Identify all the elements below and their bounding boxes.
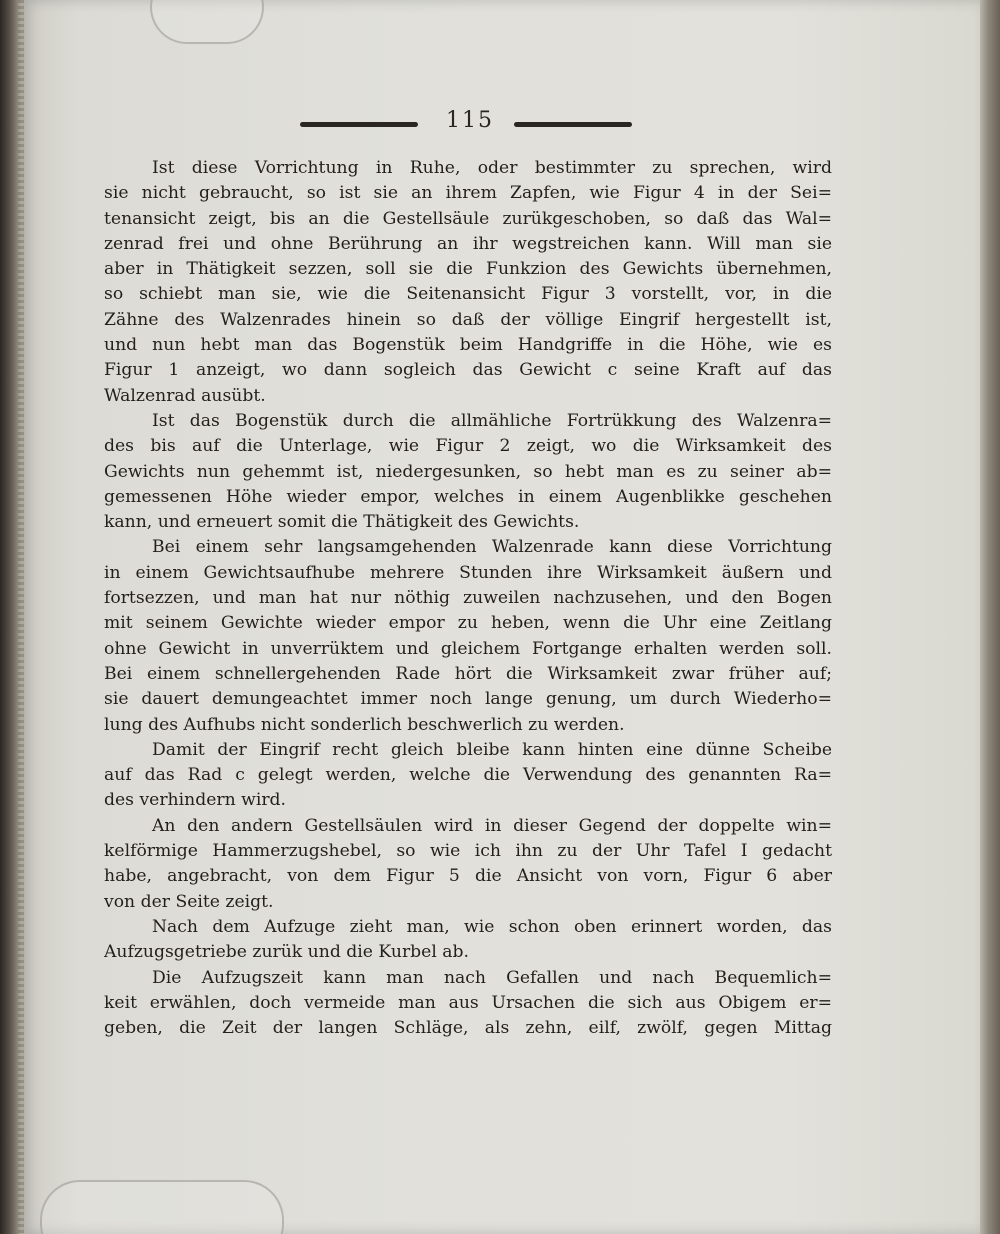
text-line: fortsezzen, und man hat nur nöthig zuweilen nachzusehen, und den Bogen bbox=[104, 588, 832, 609]
text-line: Figur 1 anzeigt, wo dann sogleich das Gewicht c seine Kraft auf das bbox=[104, 360, 832, 381]
text-line: sie nicht gebraucht, so ist sie an ihrem Zapfen, wie Figur 4 in der Sei= bbox=[104, 183, 832, 204]
text-line: in einem Gewichtsaufhube mehrere Stunden ihre Wirksamkeit äußern und bbox=[104, 562, 832, 583]
text-line: auf das Rad c gelegt werden, welche die Verwendung des genannten Ra= bbox=[104, 765, 832, 786]
text-line: Aufzugsgetriebe zurük und die Kurbel ab. bbox=[104, 942, 470, 963]
binding-edge bbox=[18, 0, 24, 1234]
text-line: sie dauert demungeachtet immer noch lange genung, um durch Wiederho= bbox=[104, 689, 832, 710]
text-line: zenrad frei und ohne Berührung an ihr wegstreichen kann. Will man sie bbox=[104, 233, 832, 254]
text-line: Bei einem schnellergehenden Rade hört die Wirksamkeit zwar früher auf; bbox=[104, 663, 832, 684]
text-line: Bei einem sehr langsamgehenden Walzenrade kann diese Vorrichtung bbox=[152, 537, 832, 558]
text-line: mit seinem Gewichte wieder empor zu heben, wenn die Uhr eine Zeitlang bbox=[104, 613, 832, 634]
text-line: tenansicht zeigt, bis an die Gestellsäule zurükgeschoben, so daß das Wal= bbox=[104, 208, 832, 229]
text-line: des bis auf die Unterlage, wie Figur 2 zeigt, wo die Wirksamkeit des bbox=[104, 436, 832, 457]
text-line: Ist das Bogenstük durch die allmähliche Fortrükkung des Walzenra= bbox=[152, 410, 832, 431]
page-number: 115 bbox=[446, 108, 494, 133]
text-line: kann, und erneuert somit die Thätigkeit des Gewichts. bbox=[104, 512, 580, 533]
text-line: so schiebt man sie, wie die Seitenansicht Figur 3 vorstellt, vor, in die bbox=[104, 284, 832, 305]
body-text bbox=[104, 156, 832, 1041]
page-edge bbox=[980, 0, 1000, 1234]
text-line: Zähne des Walzenrades hinein so daß der völlige Eingrif hergestellt ist, bbox=[104, 309, 832, 330]
header-rule-left bbox=[300, 122, 418, 127]
text-line: Walzenrad ausübt. bbox=[104, 385, 266, 406]
text-line: geben, die Zeit der langen Schläge, als zehn, eilf, zwölf, gegen Mittag bbox=[104, 1018, 832, 1039]
text-line: lung des Aufhubs nicht sonderlich beschwerlich zu werden. bbox=[104, 714, 625, 735]
text-line: Gewichts nun gehemmt ist, niedergesunken, so hebt man es zu seiner ab= bbox=[104, 461, 832, 482]
text-line: ohne Gewicht in unverrüktem und gleichem Fortgange erhalten werden soll. bbox=[104, 638, 832, 659]
text-line: keit erwählen, doch vermeide man aus Ursachen die sich aus Obigem er= bbox=[104, 992, 832, 1013]
text-line: von der Seite zeigt. bbox=[104, 891, 274, 912]
text-line: und nun hebt man das Bogenstük beim Handgriffe in die Höhe, wie es bbox=[104, 335, 832, 356]
page-header bbox=[300, 108, 640, 138]
scan-clip-top bbox=[150, 0, 264, 44]
text-line: An den andern Gestellsäulen wird in dieser Gegend der doppelte win= bbox=[152, 815, 832, 836]
scan-clip-bottom bbox=[40, 1180, 284, 1234]
text-line: Ist diese Vorrichtung in Ruhe, oder bestimmter zu sprechen, wird bbox=[152, 158, 832, 178]
text-line: Nach dem Aufzuge zieht man, wie schon oben erinnert worden, das bbox=[152, 916, 832, 937]
text-line: Die Aufzugszeit kann man nach Gefallen und nach Bequemlich= bbox=[152, 967, 832, 988]
text-line: des verhindern wird. bbox=[104, 790, 287, 811]
text-line: gemessenen Höhe wieder empor, welches in einem Augenblikke geschehen bbox=[104, 486, 832, 507]
text-line: aber in Thätigkeit sezzen, soll sie die Funkzion des Gewichts übernehmen, bbox=[104, 259, 832, 280]
text-line: Damit der Eingrif recht gleich bleibe kann hinten eine dünne Scheibe bbox=[152, 739, 832, 760]
text-line: kelförmige Hammerzugshebel, so wie ich ihn zu der Uhr Tafel I gedacht bbox=[104, 841, 832, 862]
header-rule-right bbox=[514, 122, 632, 127]
text-line: habe, angebracht, von dem Figur 5 die Ansicht von vorn, Figur 6 aber bbox=[104, 866, 832, 887]
